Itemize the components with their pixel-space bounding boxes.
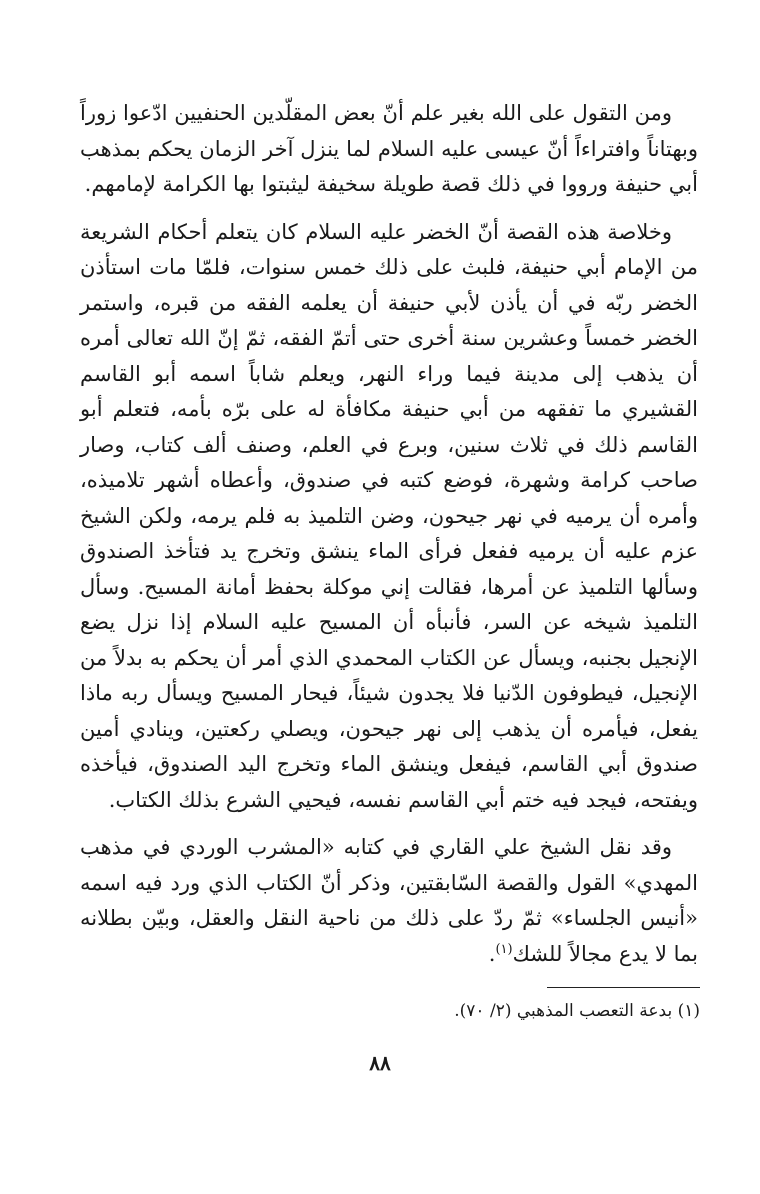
footnote-divider xyxy=(547,987,700,988)
paragraph-3 xyxy=(80,830,698,972)
paragraph-3-end: . xyxy=(488,941,496,966)
paragraph-1: ومن التقول على الله بغير علم أنّ بعض المقلّدين الحنفيين ادّعوا زوراً وبهتاناً وافتراءاً أنّ عيسى عليه السلام لما ينزل آخر الزمان يحكم بمذهب أبي حنيفة ورووا في ذلك قصة طويلة سخيفة ليثبتوا بها الكرامة لإمامهم. xyxy=(80,101,698,196)
footnote: (١) بدعة التعصب المذهبي (٢/ ٧٠). xyxy=(454,1001,700,1021)
footnote-reference: (١) xyxy=(495,941,513,957)
paragraph-2: وخلاصة هذه القصة أنّ الخضر عليه السلام كان يتعلم أحكام الشريعة من الإمام أبي حنيفة، فلبث على ذلك خمس سنوات، فلمّا مات استأذن الخضر ربّه في أن يأذن لأبي حنيفة أن يعلمه الفقه من قبره، واستمر الخضر خمساً وعشرين سنة أخرى حتى أتمّ الفقه، ثمّ إنّ الله تعالى أمره أن يذهب إلى مدينة فيما وراء النهر، ويعلم شاباً اسمه أبو القاسم القشيري ما تفقهه من أبي حنيفة مكافأة له على برّه بأمه، فتعلم أبو القاسم ذلك في ثلاث سنين، وبرع في العلم، وصنف ألف كتاب، وصار صاحب كرامة وشهرة، فوضع كتبه في صندوق، وأعطاه أشهر تلاميذه، وأمره أن يرميه في نهر جيحون، وضن التلميذ به فلم يرمه، ولكن الشيخ عزم عليه أن يرميه ففعل فرأى الماء ينشق وتخرج يد فتأخذ الصندوق وسألها التلميذ عن أمرها، فقالت إني موكلة بحفظ أمانة المسيح. وسأل التلميذ شيخه عن السر، فأنبأه أن المسيح عليه السلام إذا نزل يضع الإنجيل بجنبه، ويسأل عن الكتاب المحمدي الذي أمر أن يحكم به بدلاً من الإنجيل، فيطوفون الدّنيا فلا يجدون شيئاً، فيحار المسيح ويسأل ربه ماذا يفعل، فيأمره أن يذهب إلى نهر جيحون، ويصلي ركعتين، وينادي أمين صندوق أبي القاسم، فيفعل وينشق الماء وتخرج اليد الصندوق، فيأخذه ويفتحه، فيجد فيه ختم أبي القاسم نفسه، فيحيي الشرع بذلك الكتاب. xyxy=(80,219,698,812)
paragraph-3-text: وقد نقل الشيخ علي القاري في كتابه «المشرب الوردي في مذهب المهدي» القول والقصة السّابقتين، وذكر أنّ الكتاب الذي ورد فيه اسمه «أنيس الجلساء» ثمّ ردّ على ذلك من ناحية النقل والعقل، وبيّن بطلانه بما لا يدع مجالاً للشك xyxy=(80,835,698,966)
page-number: ٨٨ xyxy=(369,1051,391,1075)
main-text xyxy=(80,96,698,972)
